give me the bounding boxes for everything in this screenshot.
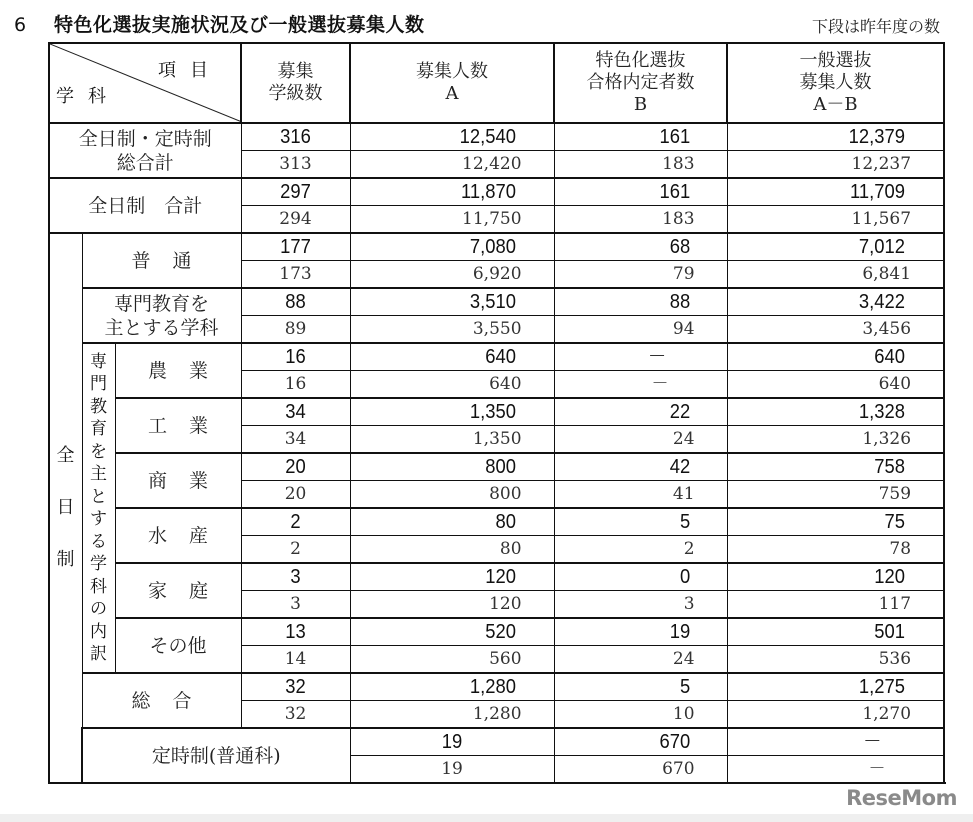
cell: 1,280 <box>350 701 554 729</box>
cell: 79 <box>554 261 727 289</box>
header-capacity-a: 募集人数 A <box>350 43 554 123</box>
cell: 22 <box>561 398 720 426</box>
cell: 316 <box>245 123 345 151</box>
cell: 2 <box>241 536 350 564</box>
cell: 3,422 <box>736 288 936 316</box>
cell: 24 <box>554 646 727 674</box>
cell: 68 <box>561 233 720 261</box>
cell: 42 <box>561 453 720 481</box>
cell: 759 <box>727 481 944 509</box>
cell: 183 <box>554 151 727 179</box>
cell: 3 <box>245 563 345 591</box>
cell: 800 <box>358 453 546 481</box>
cell: 12,420 <box>350 151 554 179</box>
cell: 3 <box>241 591 350 619</box>
cell: 11,750 <box>350 206 554 234</box>
cell: 536 <box>727 646 944 674</box>
cell: 16 <box>245 343 345 371</box>
cell: 5 <box>561 508 720 536</box>
row-label-suisan: 水産 <box>115 508 241 563</box>
cell: 173 <box>241 261 350 289</box>
cell: 11,567 <box>727 206 944 234</box>
row-label-grand-total: 全日制・定時制 総合計 <box>49 123 241 178</box>
cell: 5 <box>561 673 720 701</box>
footer-band <box>0 814 973 822</box>
cell: 6,841 <box>727 261 944 289</box>
cell: 313 <box>241 151 350 179</box>
cell: 1,270 <box>727 701 944 729</box>
cell: 12,237 <box>727 151 944 179</box>
cell: 7,012 <box>736 233 936 261</box>
cell: 41 <box>554 481 727 509</box>
cell: 117 <box>727 591 944 619</box>
table-row <box>49 343 944 371</box>
cell: 32 <box>241 701 350 729</box>
cell: 89 <box>241 316 350 344</box>
cell: 1,350 <box>350 426 554 454</box>
cell: 16 <box>241 371 350 399</box>
row-label-teiji: 定時制(普通科) <box>82 728 350 783</box>
cell: 3,456 <box>727 316 944 344</box>
cell: 12,540 <box>358 123 546 151</box>
cell: 11,870 <box>358 178 546 206</box>
header-classes: 募集 学級数 <box>241 43 350 123</box>
cell: 800 <box>350 481 554 509</box>
cell: 24 <box>554 426 727 454</box>
table-row <box>49 728 944 756</box>
row-label-katei: 家庭 <box>115 563 241 618</box>
cell: 80 <box>350 536 554 564</box>
cell: 1,280 <box>358 673 546 701</box>
cell: 11,709 <box>736 178 936 206</box>
cell: 20 <box>241 481 350 509</box>
cell: 120 <box>350 591 554 619</box>
cell: 3,550 <box>350 316 554 344</box>
table-row <box>49 453 944 481</box>
cell: 14 <box>241 646 350 674</box>
admissions-table <box>48 42 945 784</box>
cell: 32 <box>245 673 345 701</box>
cell: 88 <box>245 288 345 316</box>
cell: 640 <box>358 343 546 371</box>
corner-header-cell <box>49 43 241 123</box>
row-label-senmon-breakdown-vertical: 専 門 教 育 を 主 と す る 学 科 の 内 訳 <box>82 343 115 673</box>
table-row <box>49 508 944 536</box>
header-row <box>49 43 944 123</box>
cell: － <box>736 728 936 756</box>
row-label-futsu: 普通 <box>82 233 241 288</box>
cell: 19 <box>358 728 546 756</box>
page-title <box>14 10 425 37</box>
cell: 1,350 <box>358 398 546 426</box>
cell: 88 <box>561 288 720 316</box>
cell: 2 <box>245 508 345 536</box>
cell: 640 <box>736 343 936 371</box>
cell: 183 <box>554 206 727 234</box>
cell: 177 <box>245 233 345 261</box>
cell: 120 <box>358 563 546 591</box>
header-dept-label: 学科 <box>56 86 120 107</box>
cell: 75 <box>736 508 936 536</box>
table-row <box>49 288 944 316</box>
cell: 19 <box>561 618 720 646</box>
table-row <box>49 618 944 646</box>
row-label-zennichi-total: 全日制 合計 <box>49 178 241 233</box>
cell: 80 <box>358 508 546 536</box>
row-label-shogyo: 商業 <box>115 453 241 508</box>
table-row <box>49 123 944 151</box>
table-row <box>49 178 944 206</box>
cell: － <box>561 343 720 371</box>
cell: 1,275 <box>736 673 936 701</box>
cell: 670 <box>554 756 727 784</box>
cell: 2 <box>554 536 727 564</box>
cell: 0 <box>561 563 720 591</box>
cell: 94 <box>554 316 727 344</box>
table-row <box>49 563 944 591</box>
row-label-kogyo: 工業 <box>115 398 241 453</box>
cell: 161 <box>561 178 720 206</box>
cell: 640 <box>727 371 944 399</box>
title-text: 特色化選抜実施状況及び一般選抜募集人数 <box>54 14 425 36</box>
cell: 640 <box>350 371 554 399</box>
row-label-sonota: その他 <box>115 618 241 673</box>
row-label-zennichi-vertical: 全 日 制 <box>49 233 82 783</box>
cell: 3,510 <box>358 288 546 316</box>
cell: 7,080 <box>358 233 546 261</box>
cell: 297 <box>245 178 345 206</box>
cell: 294 <box>241 206 350 234</box>
table-row <box>49 398 944 426</box>
cell: 520 <box>358 618 546 646</box>
cell: 3 <box>554 591 727 619</box>
header-general-a-b: 一般選抜 募集人数 A－B <box>727 43 944 123</box>
cell: 12,379 <box>736 123 936 151</box>
cell: 34 <box>245 398 345 426</box>
cell: 670 <box>561 728 720 756</box>
cell: 1,328 <box>736 398 936 426</box>
cell: 20 <box>245 453 345 481</box>
row-label-senmon: 専門教育を 主とする学科 <box>82 288 241 343</box>
section-number: 6 <box>14 14 27 36</box>
table-row <box>49 673 944 701</box>
cell: 1,326 <box>727 426 944 454</box>
cell: 13 <box>245 618 345 646</box>
row-label-nogyo: 農業 <box>115 343 241 398</box>
cell: 34 <box>241 426 350 454</box>
row-label-sogo: 総合 <box>82 673 241 728</box>
cell: 758 <box>736 453 936 481</box>
cell: 161 <box>561 123 720 151</box>
cell: － <box>727 756 944 784</box>
cell: 560 <box>350 646 554 674</box>
cell: 78 <box>727 536 944 564</box>
cell: 501 <box>736 618 936 646</box>
cell: 10 <box>554 701 727 729</box>
table-row <box>49 233 944 261</box>
header-item-label: 項目 <box>158 60 223 81</box>
header-special-b: 特色化選抜 合格内定者数 B <box>554 43 727 123</box>
table-note: 下段は昨年度の数 <box>811 17 940 36</box>
resemom-logo: ReseMom <box>846 786 957 810</box>
cell: － <box>554 371 727 399</box>
cell: 120 <box>736 563 936 591</box>
cell: 19 <box>350 756 554 784</box>
cell: 6,920 <box>350 261 554 289</box>
